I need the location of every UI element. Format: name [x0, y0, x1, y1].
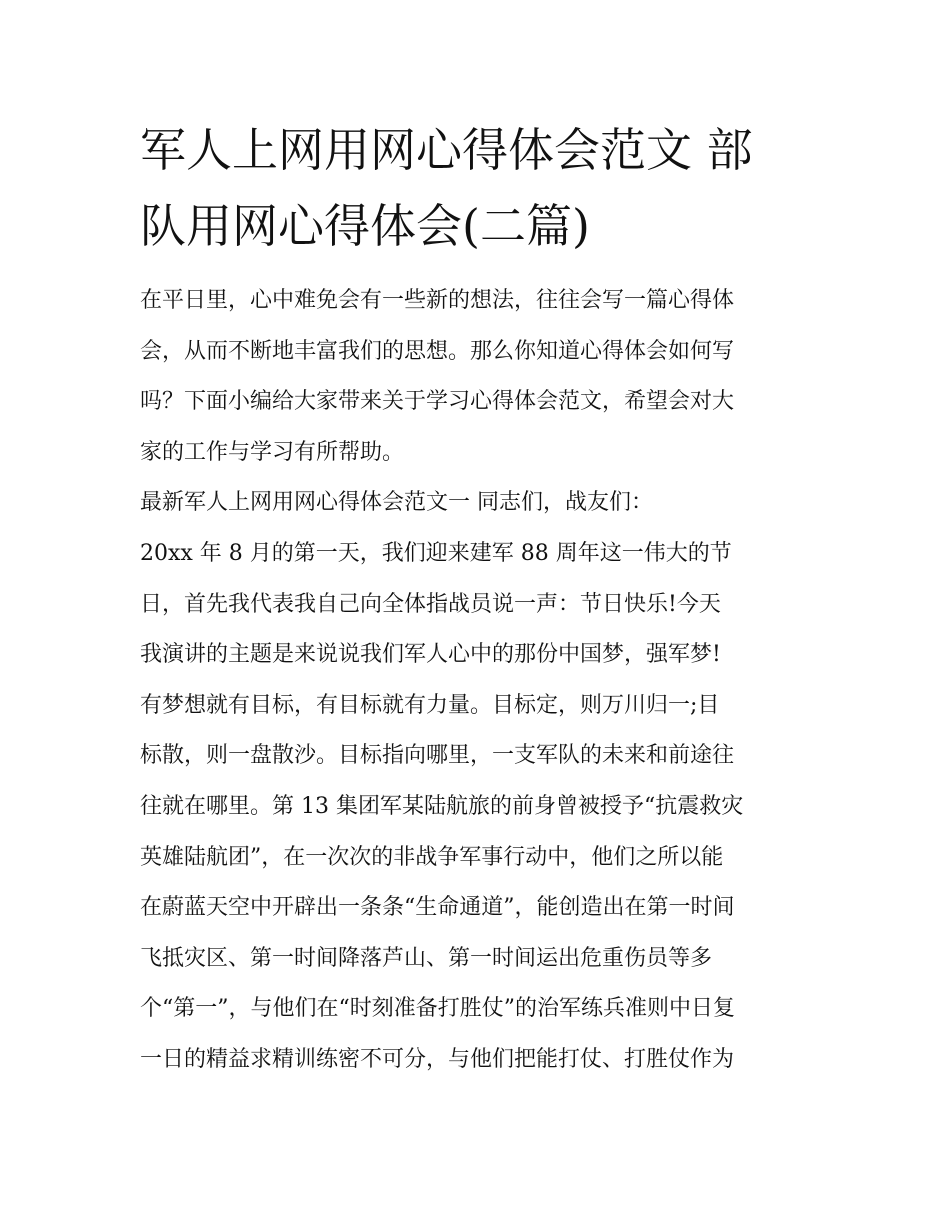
body-line: 个“第一”，与他们在“时刻准备打胜仗”的治军练兵准则中日复: [140, 996, 735, 1022]
body-line: 家的工作与学习有所帮助。: [140, 439, 405, 465]
body-line: 最新军人上网用网心得体会范文一 同志们，战友们：: [140, 490, 653, 516]
body-line: 有梦想就有目标，有目标就有力量。目标定，则万川归一;目: [140, 692, 720, 718]
body-line: 在蔚蓝天空中开辟出一条条“生命通道”，能创造出在第一时间: [140, 895, 735, 921]
title-line-2: 队用网心得体会(二篇): [140, 199, 590, 253]
body-line: 会，从而不断地丰富我们的思想。那么你知道心得体会如何写: [140, 338, 735, 364]
body-line: 在平日里，心中难免会有一些新的想法，往往会写一篇心得体: [140, 288, 735, 313]
body-line: 吗？下面小编给大家带来关于学习心得体会范文，希望会对大: [140, 389, 735, 415]
body-line: 我演讲的主题是来说说我们军人心中的那份中国梦，强军梦!: [140, 642, 721, 668]
title-line-1: 军人上网用网心得体会范文 部: [140, 123, 753, 177]
body-line: 20xx 年 8 月的第一天，我们迎来建军 88 周年这一伟大的节: [140, 540, 732, 566]
body-line: 标散，则一盘散沙。目标指向哪里，一支军队的未来和前途往: [140, 743, 735, 769]
body-line: 往就在哪里。第 13 集团军某陆航旅的前身曾被授予“抗震救灾: [140, 793, 744, 819]
document-title: [140, 112, 820, 264]
body-line: 飞抵灾区、第一时间降落芦山、第一时间运出危重伤员等多: [140, 945, 713, 971]
body-line: 日，首先我代表我自己向全体指战员说一声：节日快乐!今天: [140, 591, 721, 617]
body-line: 一日的精益求精训练密不可分，与他们把能打仗、打胜仗作为: [140, 1046, 735, 1072]
document-body: [140, 280, 830, 1090]
body-line: 英雄陆航团”，在一次次的非战争军事行动中，他们之所以能: [140, 844, 724, 870]
